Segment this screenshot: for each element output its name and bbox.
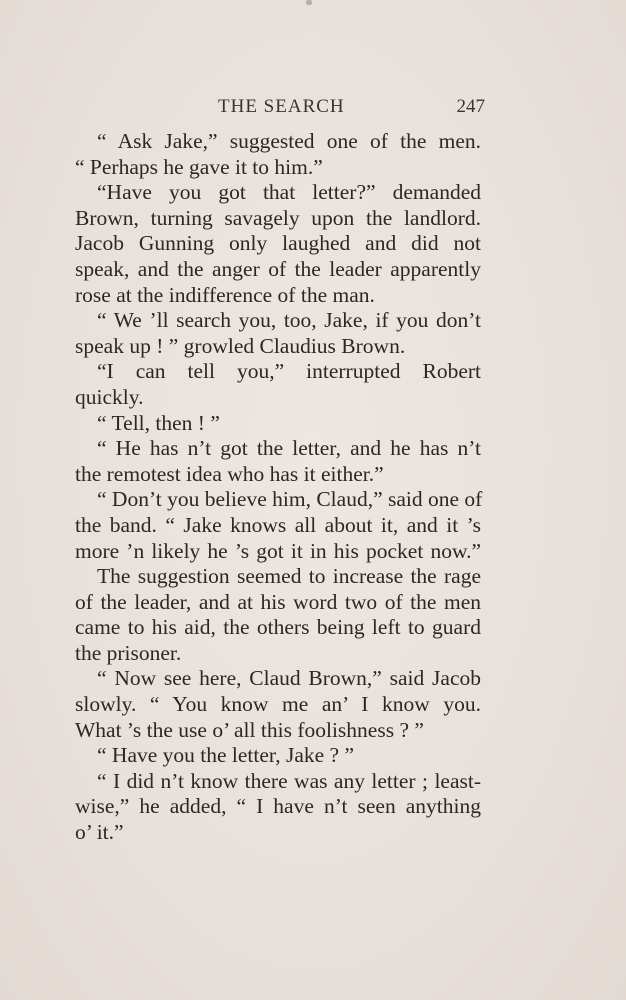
text-line: more ’n likely he ’s got it in his pocket now.” [75, 538, 481, 563]
text-line: the band. “ Jake knows all about it, and it ’s [75, 512, 481, 537]
text-line: The suggestion seemed to increase the rage [97, 564, 481, 589]
text-line: rose at the indifference of the man. [75, 282, 375, 307]
text-line: What ’s the use o’ all this foolishness ? ” [75, 717, 424, 742]
text-line: came to his aid, the others being left to guard [75, 615, 481, 640]
text-line: Jacob Gunning only laughed and did not [75, 231, 481, 256]
text-line: “ I did n’t know there was any letter ; least- [97, 768, 481, 793]
text-line: “ Ask Jake,” suggested one of the men. [97, 129, 481, 153]
page-number: 247 [456, 96, 485, 117]
text-line: Brown, turning savagely upon the landlord. [75, 205, 481, 230]
text-line: speak, and the anger of the leader apparently [75, 256, 481, 281]
chapter-title: THE SEARCH [218, 96, 345, 117]
text-line: wise,” he added, “ I have n’t seen anything [75, 794, 481, 819]
text-line: “Have you got that letter?” demanded [97, 180, 481, 205]
text-line: “ Now see here, Claud Brown,” said Jacob [97, 666, 481, 691]
text-line: speak up ! ” growled Claudius Brown. [75, 333, 406, 358]
text-line: “ We ’ll search you, too, Jake, if you don’t [97, 308, 481, 333]
text-line: slowly. “ You know me an’ I know you. [75, 692, 481, 717]
text-line: of the leader, and at his word two of the men [75, 589, 481, 614]
text-line: the remotest idea who has it either.” [75, 461, 384, 486]
text-line: the prisoner. [75, 640, 182, 665]
page-mark [306, 0, 312, 5]
text-line: “ Have you the letter, Jake ? ” [97, 743, 355, 768]
text-line: “ Perhaps he gave it to him.” [75, 154, 323, 179]
running-head [75, 96, 485, 124]
text-line: o’ it.” [75, 820, 124, 845]
text-line: “ He has n’t got the letter, and he has n’t [97, 436, 481, 461]
body-text [75, 129, 481, 846]
text-line: quickly. [75, 384, 144, 409]
text-line: “ Don’t you believe him, Claud,” said one of [97, 487, 483, 512]
text-line: “I can tell you,” interrupted Robert [97, 359, 481, 384]
text-line: “ Tell, then ! ” [97, 410, 220, 435]
